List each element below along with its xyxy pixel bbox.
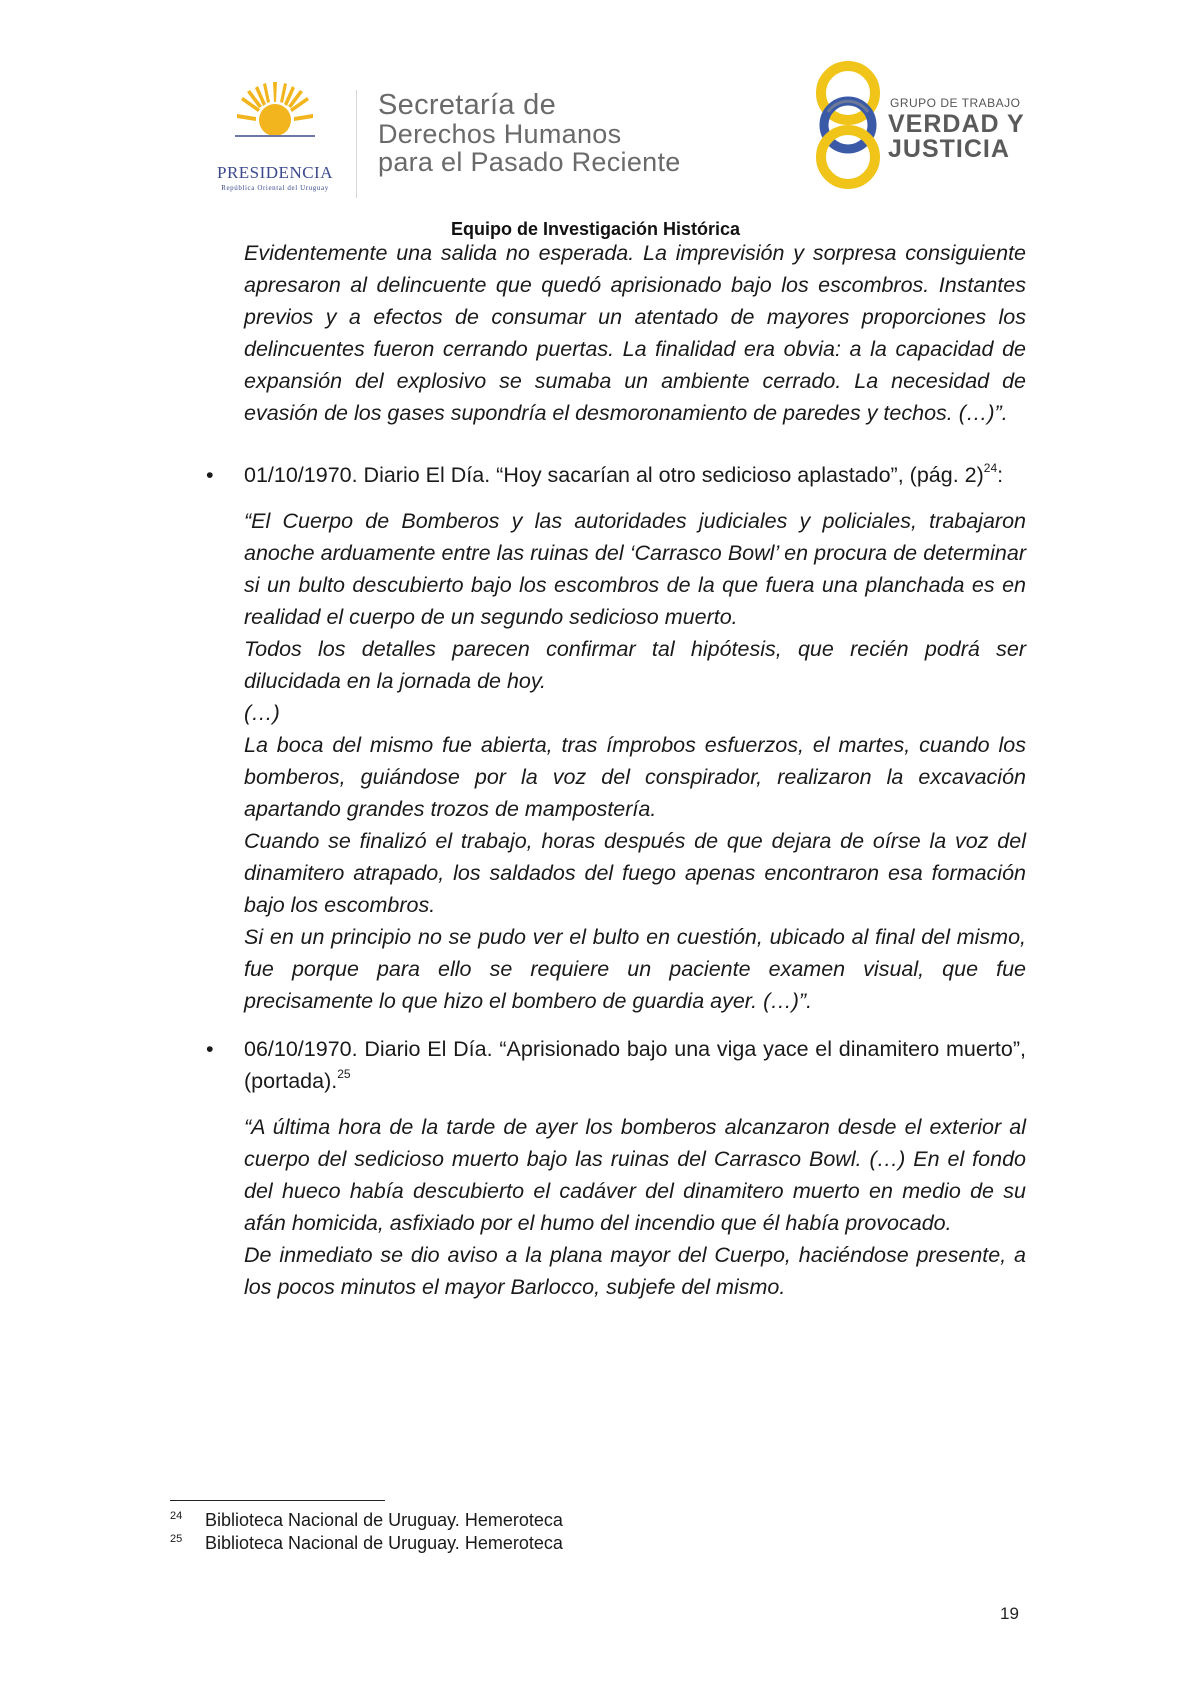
entry-heading: 06/10/1970. Diario El Día. “Aprisionado bajo una viga yace el dinamitero muerto”, (portada) xyxy=(244,1037,1026,1093)
secretaria-line-1: Secretaría de xyxy=(378,89,556,121)
footnote-number: 25 xyxy=(170,1533,183,1545)
quote-block xyxy=(244,505,1026,1017)
gtvj-line-2: VERDAD Y xyxy=(888,110,1025,138)
secretaria-line-2: Derechos Humanos xyxy=(378,119,622,149)
bullet-icon: • xyxy=(206,463,214,487)
page-number: 19 xyxy=(1000,1604,1019,1623)
quote-paragraph: Si en un principio no se pudo ver el bulto en cuestión, ubicado al final del mismo, fue porque para ello se requiere un paciente examen visual, que fue precisamente lo que hizo el bombero de guardia ayer. (…)”. xyxy=(244,925,1026,1013)
gtvj-line-1: GRUPO DE TRABAJO xyxy=(890,96,1021,110)
footnotes xyxy=(170,1500,770,1555)
footnote-item xyxy=(170,1532,770,1555)
verdad-justicia-logo xyxy=(812,60,1032,190)
quote-paragraph: Evidentemente una salida no esperada. La imprevisión y sorpresa consiguiente apresaron al delincuente que quedó aprisionado bajo los escombros. Instantes previos y a efectos de consumar un atentado de mayores proporciones los delincuentes fueron cerrando puertas. La finalidad era obvia: a la capacidad de expansión del explosivo se sumaba un ambiente cerrado. La necesidad de evasión de los gases supondría el desmoronamiento de paredes y techos. (…)”. xyxy=(244,241,1026,425)
page-header xyxy=(0,60,1191,190)
quote-paragraph: Cuando se finalizó el trabajo, horas después de que dejara de oírse la voz del dinamitero atrapado, los saldados del fuego apenas encontraron esa formación bajo los escombros. xyxy=(244,829,1026,917)
chain-rings-icon xyxy=(812,60,884,190)
quote-paragraph: “El Cuerpo de Bomberos y las autoridades judiciales y policiales, trabajaron anoche arduamente entre las ruinas del ‘Carrasco Bowl’ en procura de determinar si un bulto descubierto bajo los escombros de la que fuera una planchada es en realidad el cuerpo de un segundo sedicioso muerto. xyxy=(244,509,1026,629)
document-body xyxy=(206,237,1026,1303)
presidencia-logo xyxy=(195,80,355,200)
footnote-divider xyxy=(170,1500,385,1501)
team-title: Equipo de Investigación Histórica xyxy=(450,219,741,239)
footnote-ref: 24 xyxy=(983,461,998,475)
entry-suffix: : xyxy=(997,463,1004,487)
quote-paragraph: “A última hora de la tarde de ayer los bomberos alcanzaron desde el exterior al cuerpo del sedicioso muerto bajo las ruinas del Carrasco Bowl. (…) En el fondo del hueco había descubierto el cadáver del dinamitero muerto en medio de su afán homicida, asfixiado por el humo del incendio que él había provocado. xyxy=(244,1115,1026,1235)
footnote-ref: 25 xyxy=(337,1067,351,1081)
footnote-number: 24 xyxy=(170,1510,183,1522)
entry-suffix: . xyxy=(331,1069,338,1093)
footnote-text: Biblioteca Nacional de Uruguay. Hemeroteca xyxy=(205,1533,563,1553)
gtvj-line-3: JUSTICIA xyxy=(888,135,1010,163)
quote-paragraph: De inmediato se dio aviso a la plana mayor del Cuerpo, haciéndose presente, a los pocos minutos el mayor Barlocco, subjefe del mismo. xyxy=(244,1243,1026,1299)
presidencia-subtitle: República Oriental del Uruguay xyxy=(221,184,329,192)
logo-divider xyxy=(356,90,357,198)
secretaria-logo xyxy=(378,90,681,176)
quote-paragraph: (…) xyxy=(244,701,280,725)
secretaria-line-3: para el Pasado Reciente xyxy=(378,147,681,177)
list-item xyxy=(206,459,1026,491)
list-item xyxy=(206,1033,1026,1097)
footnote-item xyxy=(170,1509,770,1532)
quote-block xyxy=(244,1111,1026,1303)
quote-paragraph: La boca del mismo fue abierta, tras ímprobos esfuerzos, el martes, cuando los bomberos, guiándose por la voz del conspirador, realizaron la excavación apartando grandes trozos de mampostería. xyxy=(244,733,1026,821)
footnote-text: Biblioteca Nacional de Uruguay. Hemeroteca xyxy=(205,1510,563,1530)
entry-heading: 01/10/1970. Diario El Día. “Hoy sacarían al otro sedicioso aplastado”, (pág. 2) xyxy=(244,463,984,487)
quote-intro xyxy=(244,237,1026,429)
presidencia-name: PRESIDENCIA xyxy=(216,163,333,182)
sun-icon xyxy=(235,80,315,150)
quote-paragraph: Todos los detalles parecen confirmar tal hipótesis, que recién podrá ser dilucidada en la jornada de hoy. xyxy=(244,637,1026,693)
bullet-icon: • xyxy=(206,1037,214,1061)
